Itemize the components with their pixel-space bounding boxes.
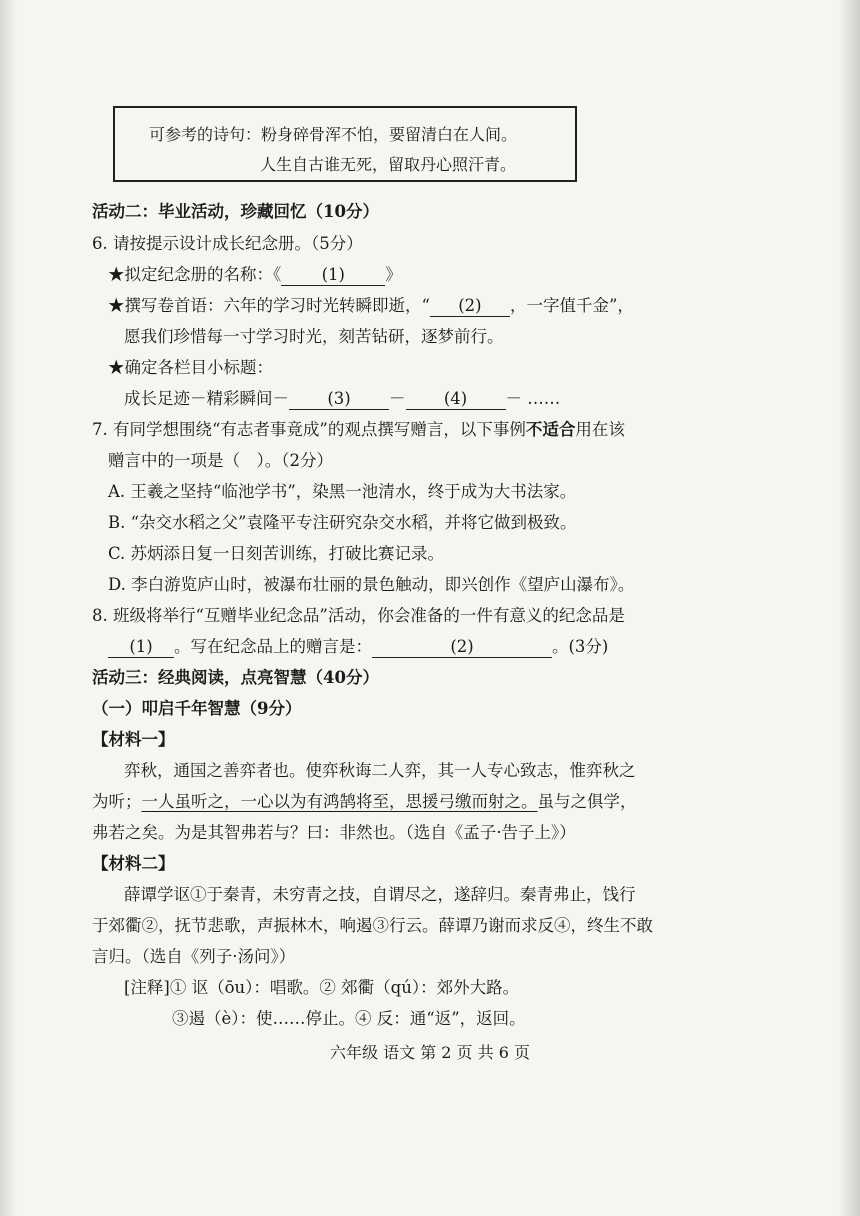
q7-option-b[interactable]: B. “杂交水稻之父”袁隆平专注研究杂交水稻，并将它做到极致。 (108, 513, 577, 532)
q8-mid: 。写在纪念品上的赠言是： (174, 637, 372, 656)
material-2-line-1: 薛谭学讴①于秦青，未穷青之技，自谓尽之，遂辞归。秦青弗止，饯行 (124, 885, 636, 904)
q6-dash: － (389, 389, 406, 408)
q6-preface-line (108, 295, 634, 317)
q6-blank-4[interactable]: (4) (406, 389, 506, 410)
reference-poem-line-1: 可参考的诗句：粉身碎骨浑不怕，要留清白在人间。 (149, 125, 518, 144)
q6-name-prefix: ★拟定纪念册的名称：《 (108, 265, 282, 284)
reference-poem-box (113, 106, 577, 182)
q7-stem-line-1 (92, 419, 625, 441)
q6-name-line (108, 264, 402, 286)
notes-line-1: [注释]① 讴（ōu）：唱歌。② 郊衢（qú）：郊外大路。 (124, 978, 520, 997)
notes-line-2: ③遏（è）：使……停止。④ 反：通“返”，返回。 (172, 1009, 526, 1028)
q6-name-suffix: 》 (385, 265, 402, 284)
reference-poem-line-2: 人生自古谁无死，留取丹心照汗青。 (260, 155, 517, 174)
q7-stem-line-2: 赠言中的一项是（ ）。（2分） (108, 451, 333, 470)
material-2-line-2: 于郊衢②，抚节悲歌，声振林木，响遏③行云。薛谭乃谢而求反④，终生不敢 (92, 916, 653, 935)
q8-end: 。(3分) (552, 637, 609, 656)
material-1-line-3: 弗若之矣。为是其智弗若与？曰：非然也。（选自《孟子·告子上》） (92, 823, 576, 842)
q7-option-d[interactable]: D. 李白游览庐山时，被瀑布壮丽的景色触动，即兴创作《望庐山瀑布》。 (108, 575, 635, 594)
q8-stem-line-2 (108, 636, 608, 658)
q6-blank-2[interactable]: (2) (430, 296, 510, 317)
q6-subtitle-label: ★确定各栏目小标题： (108, 358, 273, 377)
q7-stem-part-a: 7. 有同学想围绕“有志者事竟成”的观点撰写赠言，以下事例 (92, 420, 526, 439)
scan-edge-right (838, 0, 860, 1216)
q6-ellipsis: － …… (505, 389, 561, 408)
q7-option-a[interactable]: A. 王羲之坚持“临池学书”，染黑一池清水，终于成为大书法家。 (108, 482, 577, 501)
material-1-line-1: 弈秋，通国之善弈者也。使弈秋诲二人弈，其一人专心致志，惟弈秋之 (124, 761, 636, 780)
q8-blank-2[interactable]: (2) (372, 637, 552, 658)
q6-preface-suffix: ，一字值千金”， (509, 296, 634, 315)
material-1-underlined-sentence: 一人虽听之，一心以为有鸿鹄将至，思援弓缴而射之。 (141, 792, 538, 811)
q6-preface-line-2: 愿我们珍惜每一寸学习时光，刻苦钻研，逐梦前行。 (124, 327, 504, 346)
q6-blank-1[interactable]: (1) (281, 265, 385, 286)
material-1-label: 【材料一】 (92, 730, 175, 749)
activity2-heading: 活动二：毕业活动，珍藏回忆（10分） (92, 202, 379, 221)
q6-subtitle-prefix: 成长足迹－精彩瞬间－ (124, 389, 289, 408)
q6-preface-prefix: ★撰写卷首语：六年的学习时光转瞬即逝，“ (108, 296, 430, 315)
q8-blank-1[interactable]: (1) (108, 637, 174, 658)
q6-stem: 6. 请按提示设计成长纪念册。（5分） (92, 234, 363, 253)
q7-stem-emphasis: 不适合 (525, 420, 576, 439)
section-1-heading: （一）叩启千年智慧（9分） (92, 699, 302, 718)
q8-stem-line-1: 8. 班级将举行“互赠毕业纪念品”活动，你会准备的一件有意义的纪念品是 (92, 606, 625, 625)
scan-edge-left (0, 0, 18, 1216)
material-1-line-2 (92, 791, 637, 813)
material-2-label: 【材料二】 (92, 854, 175, 873)
material-1-line-2-a: 为听； (92, 792, 142, 811)
q6-subtitle-line (124, 388, 560, 410)
material-2-line-3: 言归。（选自《列子·汤问》） (92, 947, 296, 966)
q7-option-c[interactable]: C. 苏炳添日复一日刻苦训练，打破比赛记录。 (108, 544, 445, 563)
activity3-heading: 活动三：经典阅读，点亮智慧（40分） (92, 668, 379, 687)
q6-blank-3[interactable]: (3) (289, 389, 389, 410)
q7-stem-part-b: 用在该 (575, 420, 625, 439)
page-footer: 六年级 语文 第 2 页 共 6 页 (330, 1043, 530, 1062)
material-1-line-2-b: 虽与之俱学， (537, 792, 637, 811)
